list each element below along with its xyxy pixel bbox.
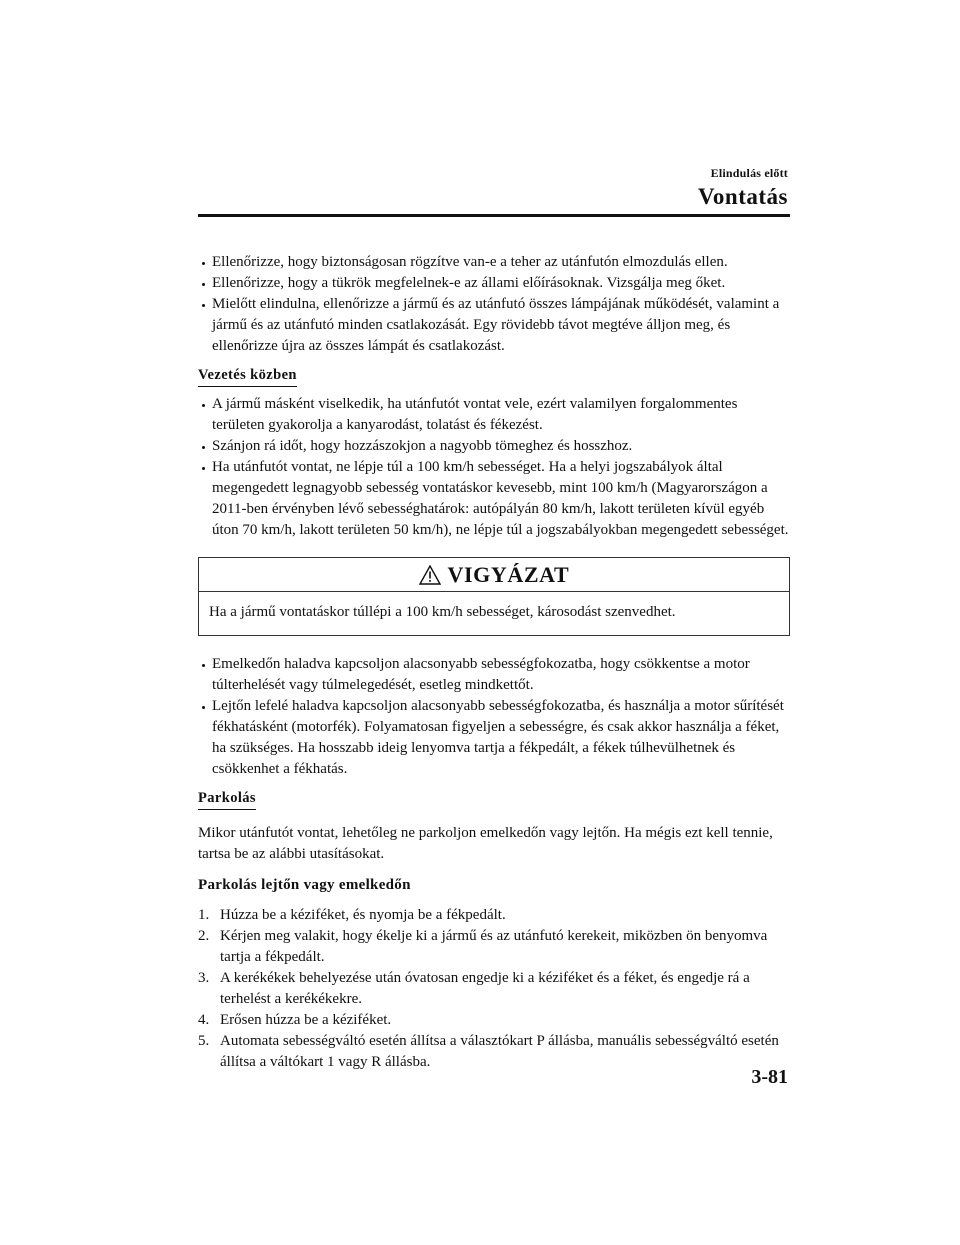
driving-heading: Vezetés közben: [198, 365, 297, 387]
page-content: [198, 252, 790, 1073]
list-item: Mielőtt elindulna, ellenőrizze a jármű és az utánfutó összes lámpájának működését, valamint a jármű és az utánfutó minden csatlakozását. Egy rövidebb távot megtéve álljon meg, és ellenőrizze újra az összes lámpát és csatlakozást.: [198, 294, 790, 357]
list-item: [198, 905, 790, 926]
step-number: 2.: [198, 928, 210, 945]
parking-intro: Mikor utánfutót vontat, lehetőleg ne parkoljon emelkedőn vagy lejtőn. Ha mégis ezt kell tennie, tartsa be az alábbi utasításokat.: [198, 825, 773, 863]
page-header: [698, 166, 788, 210]
list-item: Ha utánfutót vontat, ne lépje túl a 100 km/h sebességet. Ha a helyi jogszabályok által megengedett legnagyobb sebesség vontatáskor kevesebb, mint 100 km/h (Magyarországon a 2011-ben érvényben lévő sebességhatárok: autópályán 80 km/h, lakott területen kívül egyéb úton 70 km/h, lakott területen 50 km/h), ne lépje túl a jogszabályokban megengedett sebességet.: [198, 457, 790, 541]
warning-header: [199, 558, 789, 592]
step-number: 1.: [198, 907, 210, 924]
intro-bullet-list: [198, 252, 790, 357]
page-title: Vontatás: [697, 184, 788, 209]
list-item: A jármű másként viselkedik, ha utánfutót vontat vele, ezért valamilyen forgalommentes területen gyakorolja a kanyarodást, tolatást és fékezést.: [198, 394, 790, 436]
list-item: [198, 1031, 790, 1073]
list-item: [198, 926, 790, 968]
parking-heading: Parkolás: [198, 788, 256, 810]
warning-title: VIGYÁZAT: [447, 562, 570, 588]
list-item: Lejtőn lefelé haladva kapcsoljon alacsonyabb sebességfokozatba, és használja a motor sűrítését fékhatásként (motorfék). Folyamatosan figyeljen a sebességre, és csak akkor használja a féket, ha szükséges. Ha hosszabb ideig lenyomva tartja a fékpedált, a fékek túlhevülhetnek és csökkenhet a fékhatás.: [198, 696, 790, 780]
after-bullet-list: [198, 654, 790, 780]
list-item: Emelkedőn haladva kapcsoljon alacsonyabb sebességfokozatba, hogy csökkentse a motor túlterhelését vagy túlmelegedését, esetleg mindkettőt.: [198, 654, 790, 696]
warning-text: Ha a jármű vontatáskor túllépi a 100 km/h sebességet, károsodást szenvedhet.: [209, 604, 676, 621]
list-item: Szánjon rá időt, hogy hozzászokjon a nagyobb tömeghez és hosszhoz.: [198, 436, 790, 457]
step-text: Erősen húzza be a kéziféket.: [220, 1012, 392, 1029]
warning-triangle-icon: [419, 565, 441, 585]
section-name: Elindulás előtt: [710, 166, 788, 180]
step-number: 3.: [198, 970, 210, 987]
step-text: Automata sebességváltó esetén állítsa a választókart P állásba, manuális sebességváltó esetén állítsa a váltókart 1 vagy R állásba.: [220, 1033, 779, 1071]
step-text: Kérjen meg valakit, hogy ékelje ki a jármű és az utánfutó kerekeit, miközben ön benyomva tartja a fékpedált.: [220, 928, 768, 966]
parking-subheading: Parkolás lejtőn vagy emelkedőn: [198, 877, 411, 894]
warning-box: [198, 557, 790, 636]
list-item: [198, 968, 790, 1010]
step-number: 4.: [198, 1012, 210, 1029]
list-item: Ellenőrizze, hogy biztonságosan rögzítve van-e a teher az utánfutón elmozdulás ellen.: [198, 252, 790, 273]
list-item: [198, 1010, 790, 1031]
parking-steps-list: [198, 905, 790, 1073]
driving-bullet-list: [198, 394, 790, 541]
step-number: 5.: [198, 1033, 210, 1050]
step-text: A kerékékek behelyezése után óvatosan engedje ki a kéziféket és a féket, és engedje rá a terhelést a kerékékekre.: [220, 970, 750, 1008]
step-text: Húzza be a kéziféket, és nyomja be a fékpedált.: [220, 907, 506, 924]
page-number: 3-81: [751, 1066, 788, 1088]
header-divider: [198, 214, 790, 217]
list-item: Ellenőrizze, hogy a tükrök megfelelnek-e az állami előírásoknak. Vizsgálja meg őket.: [198, 273, 790, 294]
